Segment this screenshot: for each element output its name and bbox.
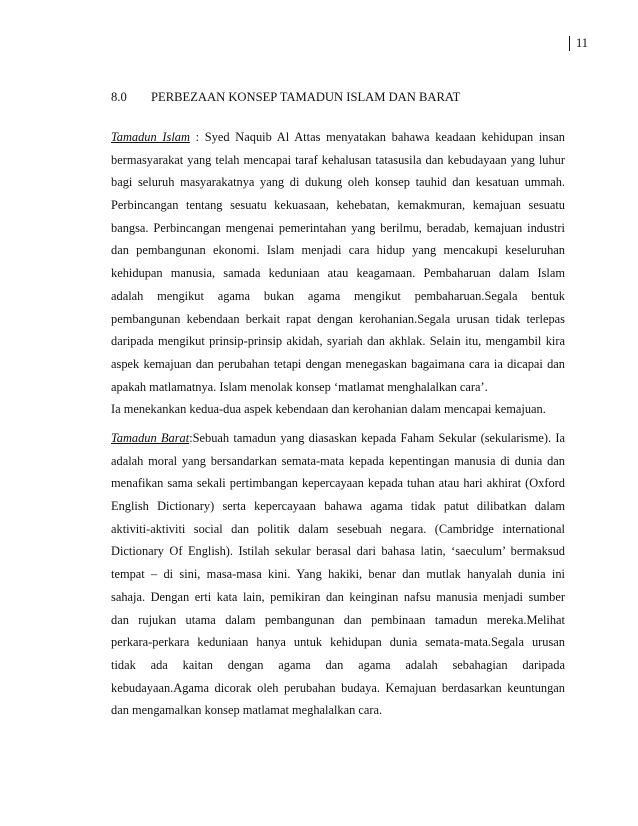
paragraph-line-text: : Syed Naquib Al Attas menyatakan bahawa keadaan kehidupan insan (189, 130, 566, 144)
paragraph-line: English Dictionary) serta kepercayaan bahawa agama tidak patut dilibatkan dalam (111, 499, 565, 514)
paragraph-line: aktiviti-aktiviti social dan politik dalam sesebuah negara. (Cambridge international (111, 521, 565, 536)
tamadun-islam-label: Tamadun Islam (111, 130, 190, 144)
paragraph-line: dan pembangunan ekonomi. Islam menjadi cara hidup yang mencakupi keseluruhan (111, 243, 565, 258)
paragraph-line: dan mengamalkan konsep matlamat meghalalkan cara. (111, 703, 383, 718)
paragraph-line: kebudayaan.Agama dicorak oleh perubahan budaya. Kemajuan berdasarkan keuntungan (111, 680, 565, 695)
paragraph-line: apakah matlamatnya. Islam menolak konsep ‘matlamat menghalalkan cara’. (111, 379, 488, 394)
paragraph-line: dan rujukan utama dalam pembangunan dan pembinaan tamadun mereka.Melihat (111, 612, 565, 627)
paragraph-line (111, 126, 565, 149)
paragraph-line-text: :Sebuah tamadun yang diasaskan kepada Faham Sekular (sekularisme). Ia (189, 431, 566, 445)
paragraph-line: adalah mengikut agama bukan agama mengikut pembaharuan.Segala bentuk (111, 288, 565, 303)
paragraph-line: Ia menekankan kedua-dua aspek kebendaan dan kerohanian dalam mencapai kemajuan. (111, 402, 546, 417)
page-number: 11 (569, 36, 588, 51)
paragraph-line: Perbincangan tentang sesuatu kekuasaan, kehebatan, kemakmuran, kemajuan sesuatu (111, 198, 565, 213)
paragraph-line: Dictionary Of English). Istilah sekular berasal dari bahasa latin, ‘saeculum’ bermaksud (111, 544, 565, 559)
paragraph-tamadun-barat (111, 427, 565, 722)
paragraph-tamadun-islam (111, 126, 565, 421)
section-heading (111, 90, 460, 105)
paragraph-line: bermasyarakat yang telah mencapai taraf kehalusan tatasusila dan kebudayaan yang luhur (111, 152, 565, 167)
paragraph-line: bagi seluruh masyarakatnya yang di dukung oleh konsep tauhid dan kesatuan ummah. (111, 175, 565, 190)
paragraph-line: tempat – di sini, masa-masa kini. Yang hakiki, benar dan mutlak hanyalah dunia ini (111, 567, 565, 582)
section-title: PERBEZAAN KONSEP TAMADUN ISLAM DAN BARAT (151, 90, 461, 104)
paragraph-line (111, 427, 565, 450)
paragraph-line: menafikan sama sekali pertimbangan kepercayaan kepada tuhan atau hari akhirat (Oxford (111, 476, 565, 491)
paragraph-line: adalah moral yang bersandarkan semata-mata kepada kepentingan manusia di dunia dan (111, 453, 565, 468)
paragraph-line: perkara-perkara keduniaan hanya untuk kehidupan dunia semata-mata.Segala urusan (111, 635, 565, 650)
paragraph-line: kehidupan manusia, samada keduniaan atau keagamaan. Pembaharuan dalam Islam (111, 266, 565, 281)
section-number: 8.0 (111, 90, 127, 104)
paragraph-line: daripada mengikut prinsip-prinsip akidah, syariah dan akhlak. Selain itu, mengambil kira (111, 334, 565, 349)
paragraph-line: bangsa. Perbincangan mengenai pemerintahan yang berilmu, beradab, kemajuan industri (111, 220, 565, 235)
tamadun-barat-label: Tamadun Barat (111, 431, 190, 445)
paragraph-line: tidak ada kaitan dengan agama dan agama adalah sebahagian daripada (111, 657, 565, 672)
paragraph-line: aspek kemajuan dan perubahan tetapi dengan menegaskan bagaimana cara ia dicapai dan (111, 356, 565, 371)
paragraph-line: pembangunan kebendaan berkait rapat dengan kerohanian.Segala urusan tidak terlepas (111, 311, 565, 326)
paragraph-line: sahaja. Dengan erti kata lain, pemikiran dan keinginan nafsu manusia menjadi sumber (111, 589, 565, 604)
